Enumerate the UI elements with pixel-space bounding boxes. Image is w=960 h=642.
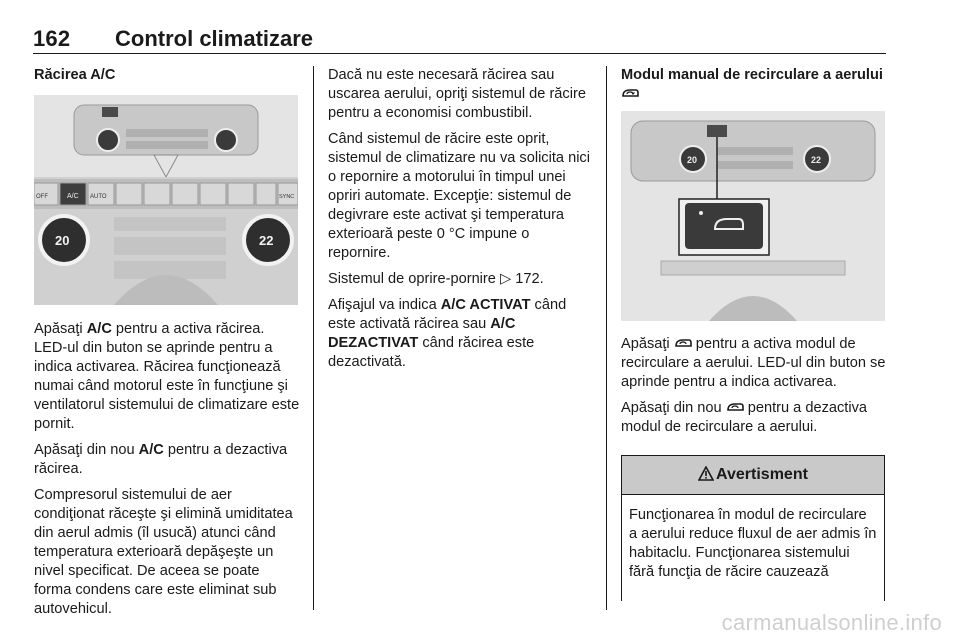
column-1: [34, 66, 300, 85]
warning-header: [622, 456, 884, 495]
page-header: [33, 26, 886, 54]
ac-dezactivat-label: A/C DEZACTIVAT: [328, 316, 516, 351]
fig1-sync-label: SYNC: [279, 194, 295, 200]
paragraph: Apăsaţi din nou A/C pentru a dezactiva răcirea.: [34, 442, 288, 477]
fig1-temp-left: 20: [55, 233, 70, 248]
fig2-temp-left: 20: [687, 155, 698, 165]
column-3: [621, 66, 887, 104]
section-title-recirculation: Modul manual de recirculare a aerului: [621, 66, 887, 104]
page-reference-arrow-icon: ▷: [499, 271, 512, 287]
recirculation-button-figure: [621, 111, 885, 321]
recirculation-icon: [674, 337, 692, 349]
column-1-text: [34, 320, 300, 626]
fig1-ac-label: A/C: [67, 193, 79, 200]
fig2-temp-right: 22: [811, 155, 822, 165]
paragraph: Apăsaţi pentru a activa modul de recirculare a aerului. LED-ul din buton se aprinde pentru a indica activarea.: [621, 336, 886, 390]
chapter-title: Control climatizare: [115, 26, 314, 51]
ac-activat-label: A/C ACTIVAT: [440, 297, 531, 313]
fig1-temp-right: 22: [259, 233, 274, 248]
section-title-ac-cooling: Răcirea A/C: [34, 67, 116, 83]
paragraph: Apăsaţi A/C pentru a activa răcirea. LED-ul din buton se aprinde pentru a indica activarea. Răcirea funcţionează numai când motorul este în funcţiune şi ventilatorul sistemului de climatizare este pornit.: [34, 321, 300, 432]
column-2: [328, 66, 594, 379]
paragraph: Afişajul va indica A/C ACTIVAT când este activată răcirea sau A/C DEZACTIVAT când răcirea este dezactivată.: [328, 297, 567, 370]
column-divider-1: [313, 66, 314, 610]
recirculation-icon: [726, 401, 744, 413]
page-number: 162: [33, 26, 71, 51]
warning-text: Funcţionarea în modul de recirculare a aerului reduce fluxul de aer admis în habitaclu. Funcţionarea sistemului fără funcţia de răcire cauzează: [629, 507, 877, 580]
warning-box: [621, 455, 885, 601]
fig1-auto-label-top: AUTO: [90, 194, 107, 200]
watermark: carmanualsonline.info: [721, 610, 942, 635]
ac-key: A/C: [86, 321, 112, 337]
ac-key: A/C: [138, 442, 164, 458]
column-3-text: [621, 335, 887, 444]
header-divider: [33, 53, 886, 54]
paragraph: Apăsaţi din nou pentru a dezactiva modul de recirculare a aerului.: [621, 400, 867, 435]
fig1-off-label: OFF: [36, 194, 48, 200]
paragraph: Când sistemul de răcire este oprit, sistemul de climatizare nu va solicita nici o repornire a motorului în timpul unei opriri automate. Excepţie: sistemul de degivrare este activat şi temperatura exterioară peste 0 °C impune o repornire.: [328, 131, 590, 261]
paragraph: Compresorul sistemului de aer condiţionat răceşte şi elimină umiditatea din aerul admis (îl usucă) atunci când temperatura exterioară depăşeşte un nivel specificat. De aceea se poate forma condens care este eliminat sub autovehicul.: [34, 487, 293, 617]
warning-triangle-icon: [698, 466, 714, 481]
page-reference[interactable]: 172.: [515, 271, 544, 287]
paragraph: Sistemul de oprire-pornire ▷ 172.: [328, 271, 544, 287]
column-divider-2: [606, 66, 607, 610]
recirculation-icon: [621, 87, 639, 99]
warning-title: Avertisment: [716, 466, 808, 483]
climate-panel-figure: [34, 95, 298, 305]
paragraph: Dacă nu este necesară răcirea sau uscarea aerului, opriţi sistemul de răcire pentru a economisi combustibil.: [328, 67, 586, 121]
